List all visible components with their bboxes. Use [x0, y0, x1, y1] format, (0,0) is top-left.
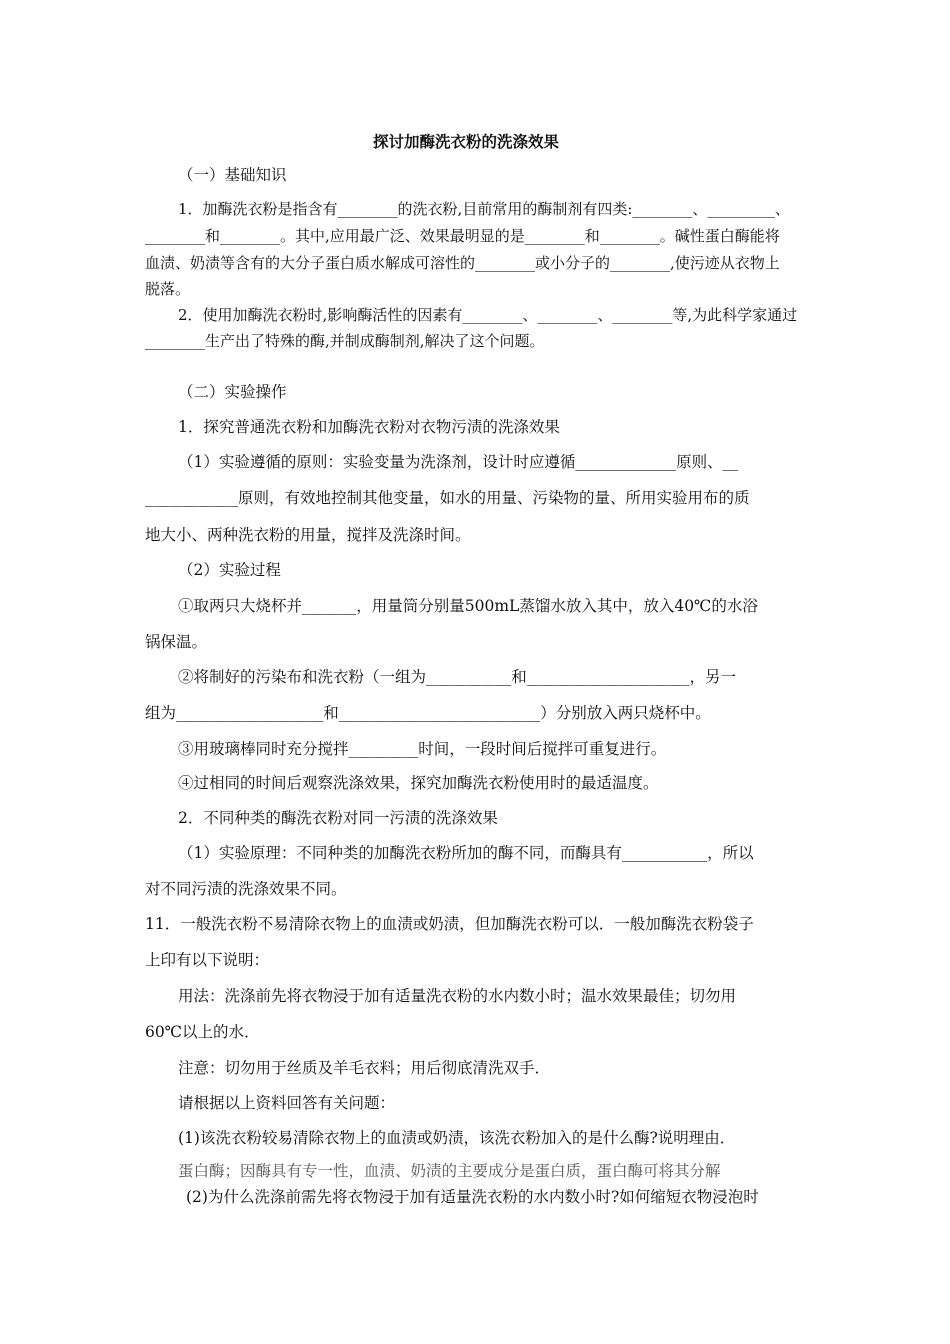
prompt-line: 请根据以上资料回答有关问题： — [178, 1094, 396, 1112]
step2-line2: 组为___________________和__________________________）分别放入两只烧杯中。 — [145, 704, 711, 722]
step4: ④过相同的时间后观察洗涤效果，探究加酶洗衣粉使用时的最适温度。 — [178, 774, 659, 792]
exp1-process-heading: （2）实验过程 — [178, 561, 281, 579]
sub-question-2: (2)为什么洗涤前需先将衣物浸于加有适量洗衣粉的水内数小时?如何缩短衣物浸泡时 — [186, 1188, 759, 1206]
exp1-principle-line2: ____________原则，有效地控制其他变量，如水的用量、污染物的量、所用实验用布的质 — [145, 489, 750, 507]
answer-1: 蛋白酶；因酶具有专一性，血渍、奶渍的主要成分是蛋白质，蛋白酶可将其分解 — [178, 1162, 721, 1180]
q2-line1: 2．使用加酶洗衣粉时,影响酶活性的因素有________、________、________等,为此科学家通过 — [178, 306, 798, 324]
exp1-heading: 1．探究普通洗衣粉和加酶洗衣粉对衣物污渍的洗涤效果 — [178, 418, 560, 436]
exp2-principle-line2: 对不同污渍的洗涤效果不同。 — [145, 880, 347, 898]
step2-line1: ②将制好的污染布和洗衣粉（一组为___________和_____________________，另一 — [178, 668, 737, 686]
section2-heading: （二）实验操作 — [178, 383, 287, 401]
q1-line4: 脱落。 — [145, 280, 191, 298]
exp1-principle-line1: （1）实验遵循的原则：实验变量为洗涤剂，设计时应遵循_____________原则、__ — [178, 453, 739, 471]
exp1-principle-line3: 地大小、两种洗衣粉的用量，搅拌及洗涤时间。 — [145, 526, 471, 544]
sub-question-1: (1)该洗衣粉较易清除衣物上的血渍或奶渍，该洗衣粉加入的是什么酶?说明理由． — [178, 1129, 736, 1147]
exp2-principle-line1: （1）实验原理：不同种类的加酶洗衣粉所加的酶不同，而酶具有___________，所以 — [178, 844, 754, 862]
q1-line3: 血渍、奶渍等含有的大分子蛋白质水解成可溶性的________或小分子的________,使污迹从衣物上 — [145, 254, 780, 272]
exp2-heading: 2．不同种类的酶洗衣粉对同一污渍的洗涤效果 — [178, 809, 498, 827]
usage-line2: 60℃以上的水． — [145, 1023, 260, 1041]
step1-line2: 锅保温。 — [145, 633, 208, 651]
q2-line2: ________生产出了特殊的酶,并制成酶制剂,解决了这个问题。 — [145, 332, 545, 350]
page-title: 探讨加酶洗衣粉的洗涤效果 — [373, 132, 560, 151]
q11-line1: 11．一般洗衣粉不易清除衣物上的血渍或奶渍，但加酶洗衣粉可以．一般加酶洗衣粉袋子 — [145, 915, 754, 933]
q11-line2: 上印有以下说明： — [145, 951, 270, 969]
q1-line2: ________和________。其中,应用最广泛、效果最明显的是________和________。碱性蛋白酶能将 — [145, 227, 780, 245]
step3: ③用玻璃棒同时充分搅拌_________时间，一段时间后搅拌可重复进行。 — [178, 740, 667, 758]
note-line: 注意：切勿用于丝质及羊毛衣料；用后彻底清洗双手． — [178, 1059, 551, 1077]
usage-line1: 用法：洗涤前先将衣物浸于加有适量洗衣粉的水内数小时；温水效果最佳；切勿用 — [178, 987, 737, 1005]
q1-line1: 1．加酶洗衣粉是指含有________的洗衣粉,目前常用的酶制剂有四类:________、_________、 — [178, 200, 790, 218]
section1-heading: （一）基础知识 — [178, 166, 287, 184]
step1-line1: ①取两只大烧杯并_______，用量筒分别量500mL蒸馏水放入其中，放入40℃的水浴 — [178, 597, 758, 615]
